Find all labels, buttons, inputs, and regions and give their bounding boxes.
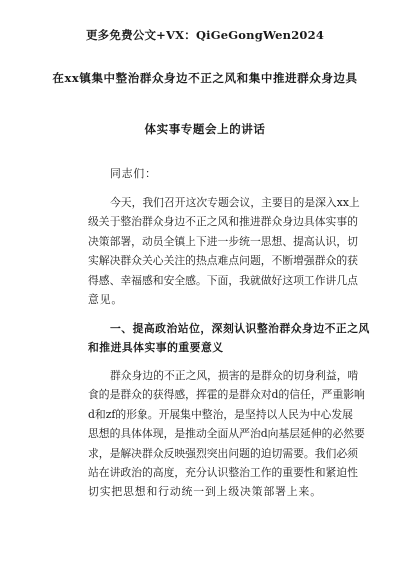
document-title-line-1: 在xx镇集中整治群众身边不正之风和集中推进群众身边具 bbox=[52, 71, 358, 85]
salutation: 同志们： bbox=[110, 167, 157, 180]
paragraph-1-line: 意见。 bbox=[88, 293, 124, 306]
section-paragraph-line: 群众身边的不正之风，损害的是群众的切身利益，啃 bbox=[110, 369, 359, 382]
paragraph-1-line: 得感、幸福感和安全感。下面，我就做好这项工作讲几点 bbox=[88, 274, 358, 287]
section-paragraph-line: 切实把思想和行动统一到上级决策部署上来。 bbox=[88, 485, 322, 498]
section-paragraph-line: 站在讲政治的高度，充分认识整治工作的重要性和紧迫性 bbox=[88, 466, 358, 479]
document-title-line-2: 体实事专题会上的讲话 bbox=[144, 122, 266, 136]
section-heading-line-1: 一、提高政治站位，深刻认识整治群众身边不正之风 bbox=[110, 322, 370, 335]
paragraph-1-line: 决策部署，动员全镇上下进一步统一思想、提高认识，切 bbox=[88, 235, 358, 248]
paragraph-1-line: 级关于整治群众身边不正之风和推进群众身边具体实事的 bbox=[88, 215, 358, 228]
section-paragraph-line: 思想的具体体现，是推动全面从严治d向基层延伸的必然要 bbox=[88, 427, 365, 440]
section-paragraph-line: d和zf的形象。开展集中整治，是坚持以人民为中心发展 bbox=[88, 408, 353, 421]
paragraph-1-line: 今天，我们召开这次专题会议，主要目的是深入xx上 bbox=[110, 196, 360, 209]
paragraph-1-line: 实解决群众关心关注的热点难点问题，不断增强群众的获 bbox=[88, 254, 358, 267]
header-watermark-note: 更多免费公文+VX：QiGeGongWen2024 bbox=[85, 28, 325, 42]
section-paragraph-line: 求，是解决群众反映强烈突出问题的迫切需要。我们必须 bbox=[88, 447, 358, 460]
section-heading-line-2: 和推进具体实事的重要意义 bbox=[88, 341, 224, 354]
section-paragraph-line: 食的是群众的获得感，挥霍的是群众对d的信任，严重影响 bbox=[88, 388, 365, 401]
